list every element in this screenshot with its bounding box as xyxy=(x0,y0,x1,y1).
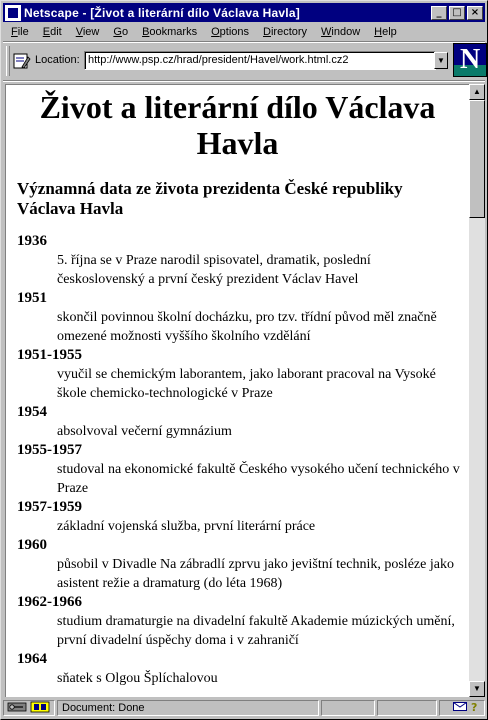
title-bar[interactable] xyxy=(3,3,485,22)
timeline-description: sňatek s Olgou Šplíchalovou xyxy=(57,671,218,686)
scroll-thumb[interactable] xyxy=(469,100,485,218)
close-button[interactable]: × xyxy=(467,6,483,20)
menu-directory[interactable]: Directory xyxy=(263,25,308,38)
status-panel xyxy=(377,700,437,716)
bookmark-link-icon[interactable] xyxy=(13,52,31,70)
menu-window[interactable]: Window xyxy=(321,25,361,38)
timeline-description: absolvoval večerní gymnázium xyxy=(57,424,232,439)
timeline-description: základní vojenská služba, první literární práce xyxy=(57,519,316,534)
scroll-up-button[interactable]: ▲ xyxy=(469,84,485,100)
timeline-year: 1957-1959 xyxy=(17,499,82,515)
status-text: Document: Done xyxy=(57,700,319,716)
page-content xyxy=(5,84,469,697)
logo-letter: N xyxy=(460,44,481,75)
vertical-scrollbar[interactable] xyxy=(469,84,485,697)
location-url-field[interactable]: http://www.psp.cz/hrad/president/Havel/work.html.cz2 xyxy=(84,51,436,70)
timeline-description: působil v Divadle Na zábradlí zprvu jako jevištní technik, posléze jako asistent režie a dramaturg (do léta 1968) xyxy=(57,557,454,591)
status-bar xyxy=(3,699,485,717)
menu-bookmarks[interactable]: Bookmarks xyxy=(142,25,198,38)
timeline-year: 1964 xyxy=(17,651,47,667)
toolbar-grip[interactable] xyxy=(6,46,10,76)
key-icon xyxy=(7,701,27,716)
timeline-year: 1955-1957 xyxy=(17,442,82,458)
timeline-year: 1951-1955 xyxy=(17,347,82,363)
connection-icon xyxy=(30,701,50,716)
status-right-icons xyxy=(439,700,485,716)
menu-view[interactable]: View xyxy=(75,25,100,38)
timeline-year: 1954 xyxy=(17,404,47,420)
timeline-description: studium dramaturgie na divadelní fakultě Akademie múzických umění, první divadelní úspěchy doma i v zahraničí xyxy=(57,614,455,648)
menu-file[interactable]: File xyxy=(11,25,29,38)
minimize-button[interactable]: _ xyxy=(431,6,447,20)
svg-text:?: ? xyxy=(471,700,478,713)
menu-help[interactable]: Help xyxy=(374,25,397,38)
page-subtitle: Významná data ze života prezidenta České republiky Václava Havla xyxy=(17,179,403,218)
maximize-button[interactable]: □ xyxy=(449,6,465,20)
netscape-logo[interactable] xyxy=(453,43,487,77)
page-title: Život a literární dílo Václava Havla xyxy=(39,89,436,161)
timeline-year: 1936 xyxy=(17,233,47,249)
menu-bar xyxy=(3,23,485,40)
netscape-app-icon[interactable] xyxy=(5,5,21,21)
window-title: Netscape - [Život a literární dílo Václava Havla] xyxy=(24,5,300,20)
location-toolbar xyxy=(3,43,485,79)
menu-edit[interactable]: Edit xyxy=(42,25,62,38)
menu-options[interactable]: Options xyxy=(211,25,250,38)
progress-indicator xyxy=(321,700,375,716)
timeline-year: 1962-1966 xyxy=(17,594,82,610)
security-indicator[interactable] xyxy=(3,700,55,716)
timeline-year: 1951 xyxy=(17,290,47,306)
timeline-list xyxy=(17,232,461,688)
menu-go[interactable]: Go xyxy=(113,25,129,38)
timeline-description: vyučil se chemickým laborantem, jako laborant pracoval na Vysoké škole chemicko-technologické v Praze xyxy=(57,367,436,401)
help-question-icon[interactable] xyxy=(470,701,480,716)
timeline-description: skončil povinnou školní docházku, pro tzv. třídní původ měl značně omezené možnosti vyššího školního vzdělání xyxy=(57,310,437,344)
location-dropdown-button[interactable]: ▼ xyxy=(434,52,448,69)
toolbar-separator xyxy=(3,80,485,82)
mail-icon[interactable] xyxy=(453,701,467,715)
location-label: Location: xyxy=(35,54,80,66)
timeline-description: studoval na ekonomické fakultě Českého vysokého učení technického v Praze xyxy=(57,462,460,496)
timeline-description: 5. října se v Praze narodil spisovatel, dramatik, poslední československý a první český prezident Václav Havel xyxy=(57,253,371,287)
timeline-year: 1960 xyxy=(17,537,47,553)
scroll-down-button[interactable]: ▼ xyxy=(469,681,485,697)
